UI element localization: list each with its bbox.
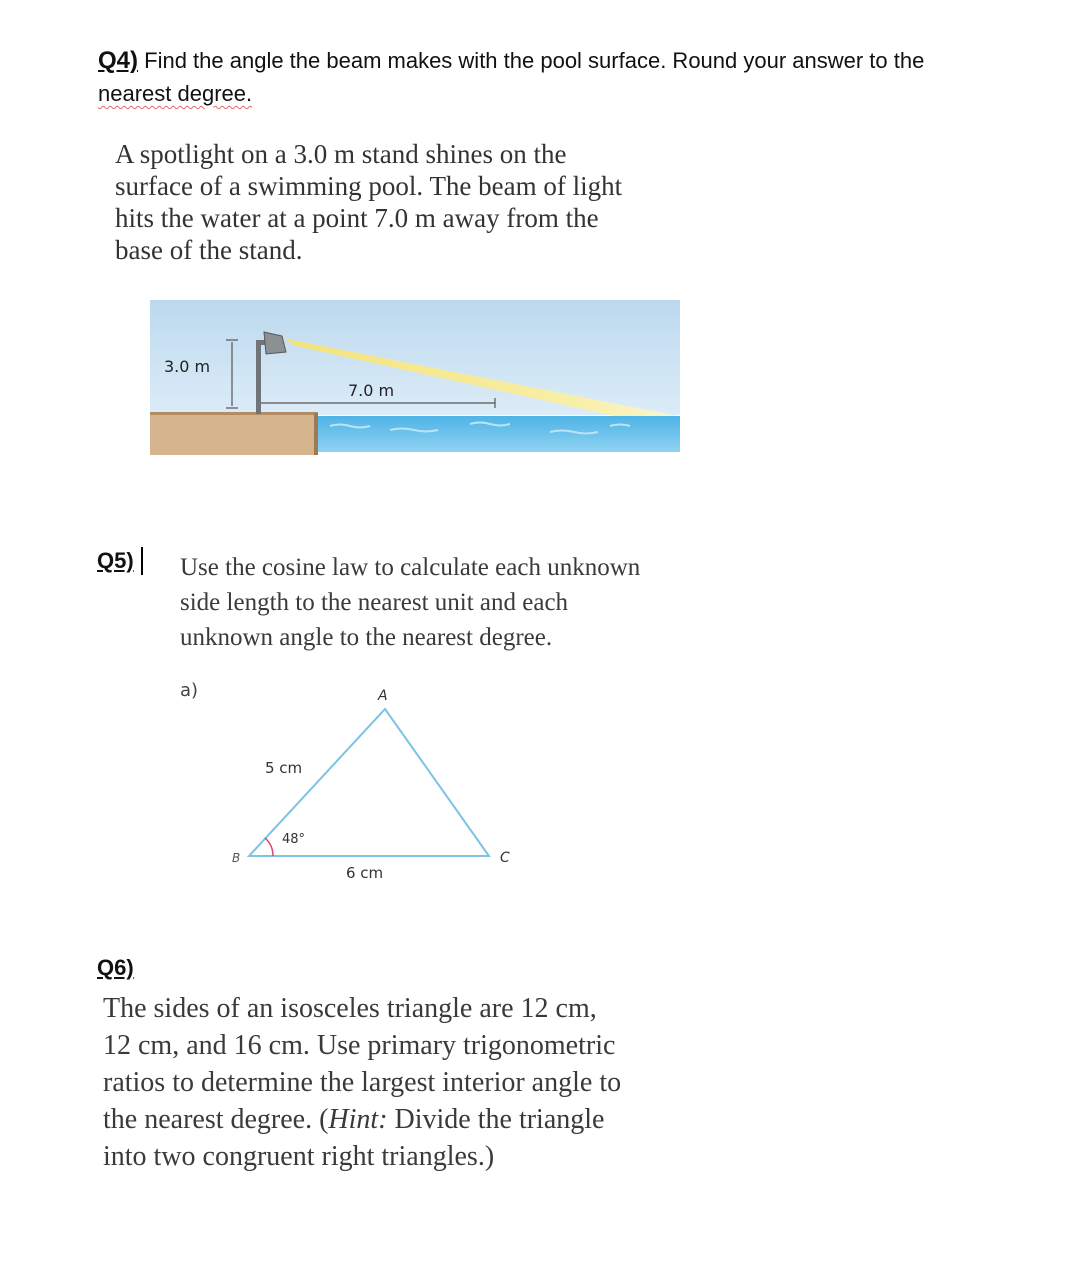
q4-prompt-line2: nearest degree. (98, 81, 253, 106)
part-a-label: a) (180, 680, 199, 701)
q4-problem-line: surface of a swimming pool. The beam of light (115, 171, 623, 201)
spotlight-stand (256, 342, 261, 414)
triangle-abc-figure (170, 670, 530, 890)
side-ab-label: 5 cm (265, 759, 303, 777)
q5-instruction-line: side length to the nearest unit and each (180, 589, 569, 616)
vertex-b-label: B (232, 851, 241, 865)
q6-number: Q6) (97, 955, 134, 980)
text-cursor (141, 547, 143, 575)
height-label: 3.0 m (164, 357, 211, 376)
q4-problem-text (115, 138, 765, 266)
q6-text-line: 12 cm, and 16 cm. Use primary trigonometric (103, 1030, 616, 1061)
q4-prompt-line1: Find the angle the beam makes with the pool surface. Round your answer to the (138, 48, 925, 73)
angle-b-arc (265, 838, 273, 856)
q5-number: Q5) (97, 548, 134, 573)
q4-problem-line: hits the water at a point 7.0 m away from the (115, 203, 599, 233)
spotlight-pool-figure (150, 300, 680, 460)
distance-label: 7.0 m (348, 381, 395, 400)
q4-number: Q4) (98, 47, 139, 74)
pool-wall (314, 413, 318, 455)
q6-problem-text (103, 990, 823, 1175)
pool-deck-edge (150, 412, 318, 415)
sky-background (150, 300, 680, 415)
q6-text-line-with-hint (103, 1101, 823, 1138)
pool-deck (150, 413, 318, 455)
q4-problem-line: base of the stand. (115, 235, 303, 265)
q4-prompt (98, 44, 1028, 110)
q4-problem-line: A spotlight on a 3.0 m stand shines on the (115, 139, 567, 169)
q6-text-line: the nearest degree. ( (103, 1104, 329, 1135)
q6-hint-label: Hint: (328, 1104, 388, 1135)
q6-text-line: into two congruent right triangles.) (103, 1141, 495, 1172)
q6-hint-rest: Divide the triangle (387, 1104, 605, 1135)
q6-text-line: ratios to determine the largest interior angle to (103, 1067, 622, 1098)
vertex-c-label: C (500, 850, 510, 866)
angle-b-label: 48° (282, 832, 306, 847)
side-bc-label: 6 cm (346, 864, 384, 882)
q5-instructions (180, 550, 740, 655)
pool-water (316, 416, 680, 452)
vertex-a-label: A (378, 688, 388, 704)
q6-text-line: The sides of an isosceles triangle are 12 cm, (103, 993, 597, 1024)
q5-instruction-line: Use the cosine law to calculate each unknown (180, 554, 641, 581)
q5-instruction-line: unknown angle to the nearest degree. (180, 624, 553, 651)
